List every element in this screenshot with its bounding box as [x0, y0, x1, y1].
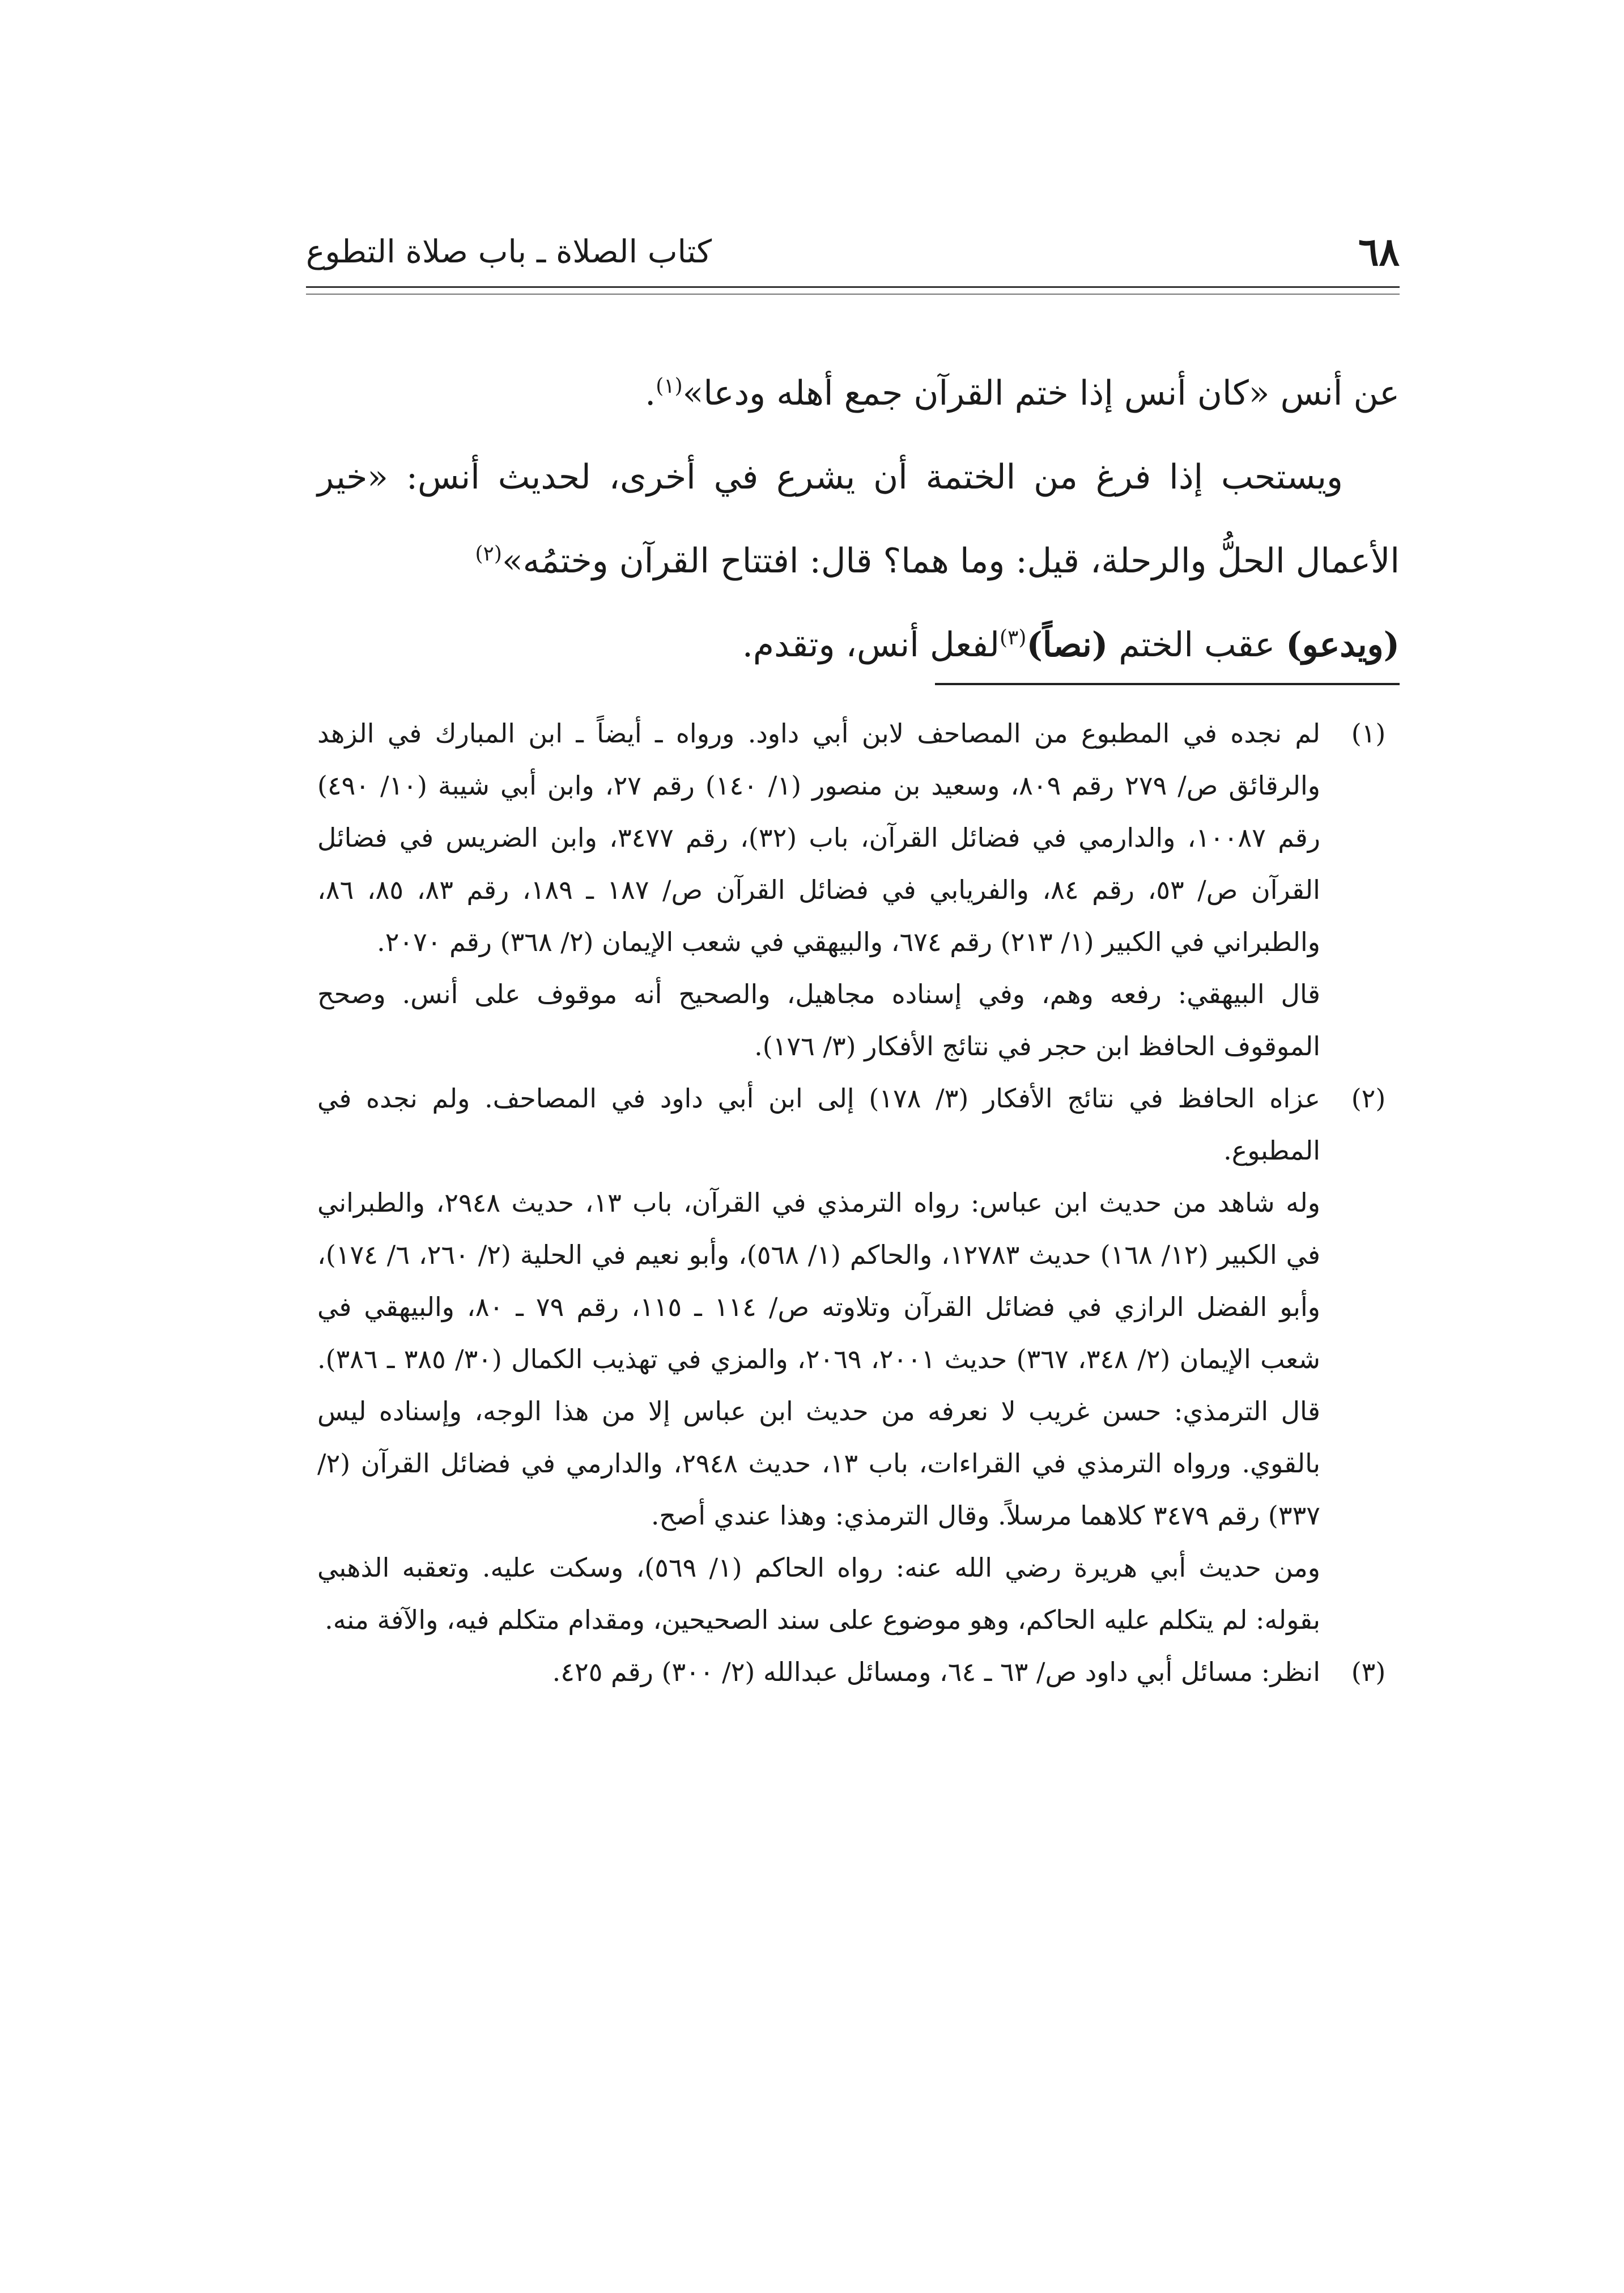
footnote-divider: [935, 683, 1400, 685]
footnote-3: [317, 1646, 1400, 1698]
header-divider: [306, 286, 1400, 295]
paragraph-1: [317, 351, 1400, 435]
footnote-2-number: (٢): [1351, 1083, 1386, 1114]
paragraph-3-text-2: لفعل أنس، وتقدم.: [742, 625, 1000, 665]
main-text: [317, 351, 1400, 687]
footnote-3-para-1: انظر: مسائل أبي داود ص/ ٦٣ ـ ٦٤، ومسائل عبدالله (٢/ ٣٠٠) رقم ٤٢٥.: [552, 1657, 1320, 1687]
footnote-1-para-2: قال البيهقي: رفعه وهم، وفي إسناده مجاهيل، والصحيح أنه موقوف على أنس. وصحح الموقوف الحافظ ابن حجر في نتائج الأفكار (٣/ ١٧٦).: [317, 979, 1320, 1061]
footnote-ref-3: (٣): [1000, 626, 1027, 649]
footnote-2-para-1: عزاه الحافظ في نتائج الأفكار (٣/ ١٧٨) إلى ابن أبي داود في المصاحف. ولم نجده في المطبوع.: [317, 1083, 1321, 1166]
running-title: كتاب الصلاة ـ باب صلاة التطوع: [306, 233, 712, 270]
page-header: [306, 227, 1400, 278]
page-number: ٦٨: [1358, 230, 1400, 275]
footnote-2-para-2: وله شاهد من حديث ابن عباس: رواه الترمذي في القرآن، باب ١٣، حديث ٢٩٤٨، والطبراني في الكبير (١٢/ ١٦٨) حديث ١٢٧٨٣، والحاكم (١/ ٥٦٨)، وأبو نعيم في الحلية (٢/ ٢٦٠، ٦/ ١٧٤)، وأبو الفضل الرازي في فضائل القرآن وتلاوته ص/ ١١٤ ـ ١١٥، رقم ٧٩ ـ ٨٠، والبيهقي في شعب الإيمان (٢/ ٣٤٨، ٣٦٧) حديث ٢٠٠١، ٢٠٦٩، والمزي في تهذيب الكمال (٣٠/ ٣٨٥ ـ ٣٨٦). قال الترمذي: حسن غريب لا نعرفه من حديث ابن عباس إلا من هذا الوجه، وإسناده ليس بالقوي. ورواه الترمذي في القراءات، باب ١٣، حديث ٢٩٤٨، والدارمي في فضائل القرآن (٢/ ٣٣٧) رقم ٣٤٧٩ كلاهما مرسلاً. وقال الترمذي: وهذا عندي أصح.: [317, 1187, 1321, 1531]
footnotes: [317, 707, 1400, 1698]
paragraph-3-bold-2: (نصاً): [1026, 625, 1108, 665]
paragraph-3-bold-1: (ويدعو): [1286, 625, 1400, 665]
paragraph-2-text: ويستحب إذا فرغ من الختمة أن يشرع في أخرى، لحديث أنس: «خير الأعمال الحلُّ والرحلة، قيل: وما هما؟ قال: افتتاح القرآن وختمُه»: [317, 457, 1400, 581]
footnote-1: [317, 707, 1400, 1072]
paragraph-1-text: عن أنس «كان أنس إذا ختم القرآن جمع أهله ودعا»: [682, 373, 1400, 413]
footnote-ref-1: (١): [656, 375, 683, 398]
footnote-1-para-1: لم نجده في المطبوع من المصاحف لابن أبي داود. ورواه ـ أيضاً ـ ابن المبارك في الزهد والرقائق ص/ ٢٧٩ رقم ٨٠٩، وسعيد بن منصور (١/ ١٤٠) رقم ٢٧، وابن أبي شيبة (١٠/ ٤٩٠) رقم ١٠٠٨٧، والدارمي في فضائل القرآن، باب (٣٢)، رقم ٣٤٧٧، وابن الضريس في فضائل القرآن ص/ ٥٣، رقم ٨٤، والفريابي في فضائل القرآن ص/ ١٨٧ ـ ١٨٩، رقم ٨٣، ٨٥، ٨٦، والطبراني في الكبير (١/ ٢١٣) رقم ٦٧٤، والبيهقي في شعب الإيمان (٢/ ٣٦٨) رقم ٢٠٧٠.: [317, 718, 1321, 957]
paragraph-2: [317, 435, 1400, 603]
paragraph-3: [317, 603, 1400, 687]
footnote-2-para-3: ومن حديث أبي هريرة رضي الله عنه: رواه الحاكم (١/ ٥٦٩)، وسكت عليه. وتعقبه الذهبي بقوله: لم يتكلم عليه الحاكم، وهو موضوع على سند الصحيحين، ومقدام متكلم فيه، والآفة منه.: [317, 1552, 1320, 1635]
footnote-ref-2: (٢): [475, 542, 502, 566]
paragraph-1-end: .: [645, 373, 656, 413]
footnote-1-number: (١): [1351, 718, 1386, 749]
footnote-2: [317, 1072, 1400, 1646]
footnote-3-number: (٣): [1351, 1657, 1386, 1687]
paragraph-3-text-1: عقب الختم: [1108, 625, 1286, 665]
